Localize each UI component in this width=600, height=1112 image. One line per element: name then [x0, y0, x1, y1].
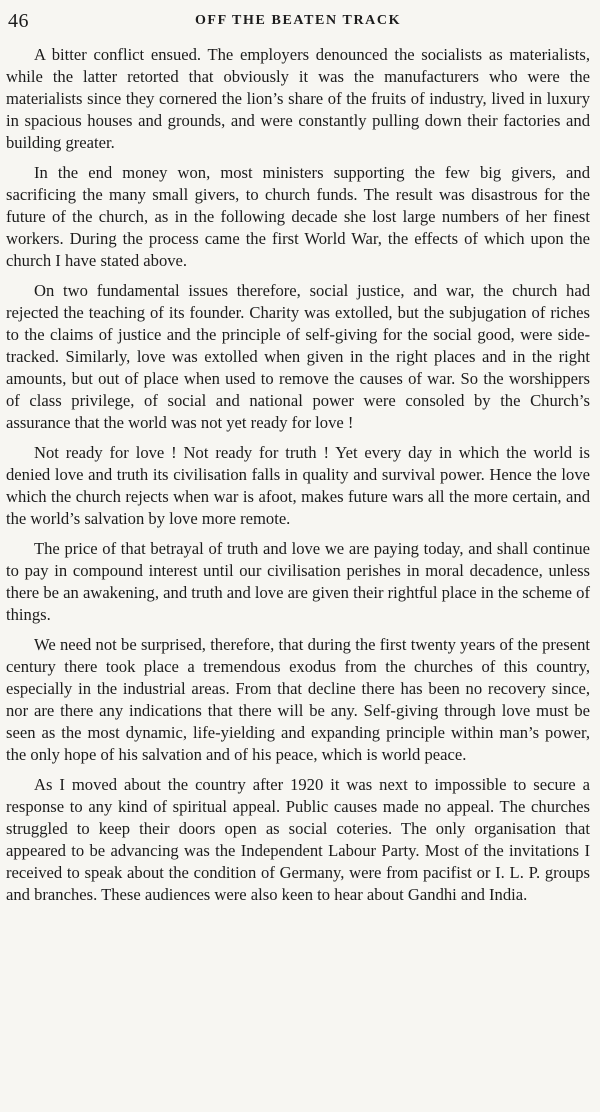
body-text — [6, 44, 590, 906]
running-title: OFF THE BEATEN TRACK — [194, 13, 402, 28]
paragraph: On two fundamental issues therefore, social justice, and war, the church had rejected the teaching of its founder. Charity was extolled, but the subjugation of riches to the claims of justice and the principle of self-giving for the social good, were side-tracked. Similarly, love was extolled when given in the right places and in the right amounts, but out of place when used to remove the causes of war. So the worshippers of class privilege, of social and national power were consoled by the Church’s assurance that the world was not yet ready for love ! — [6, 281, 590, 432]
page-number: 46 — [8, 10, 29, 32]
paragraph: The price of that betrayal of truth and love we are paying today, and shall continue to pay in compound interest until our civilisation perishes in moral decadence, unless there be an awakening, and truth and love are given their rightful place in the scheme of things. — [6, 539, 590, 624]
paragraph: A bitter conflict ensued. The employers denounced the socialists as materialists, while the latter retorted that obviously it was the manufacturers who were the materialists since they cornered the lion’s share of the fruits of industry, lived in luxury in spacious houses and grounds, and were constantly pulling down their factories and building greater. — [6, 45, 590, 152]
paragraph: Not ready for love ! Not ready for truth ! Yet every day in which the world is denied love and truth its civilisation falls in quality and survival power. Hence the love which the church rejects when war is afoot, makes future wars all the more certain, and the world’s salvation by love more remote. — [6, 443, 590, 528]
paragraph: We need not be surprised, therefore, that during the first twenty years of the present century there took place a tremendous exodus from the churches of this country, especially in the industrial areas. From that decline there has been no recovery since, nor are there any indications that there will be any. Self-giving through love must be seen as the most dynamic, life-yielding and expanding principle within man’s power, the only hope of his salvation and of his peace, which is world peace. — [6, 635, 590, 764]
paragraph: As I moved about the country after 1920 it was next to impossible to secure a response to any kind of spiritual appeal. Public causes made no appeal. The churches struggled to keep their doors open as social coteries. The only organisation that appeared to be advancing was the Independent Labour Party. Most of the invitations I received to speak about the condition of Germany, were from pacifist or I. L. P. groups and branches. These audiences were also keen to hear about Gandhi and India. — [6, 775, 590, 904]
page-header — [6, 10, 590, 44]
paragraph: In the end money won, most ministers supporting the few big givers, and sacrificing the many small givers, to church funds. The result was disastrous for the future of the church, as in the following decade she lost large numbers of her finest workers. During the process came the first World War, the effects of which upon the church I have stated above. — [6, 163, 590, 270]
